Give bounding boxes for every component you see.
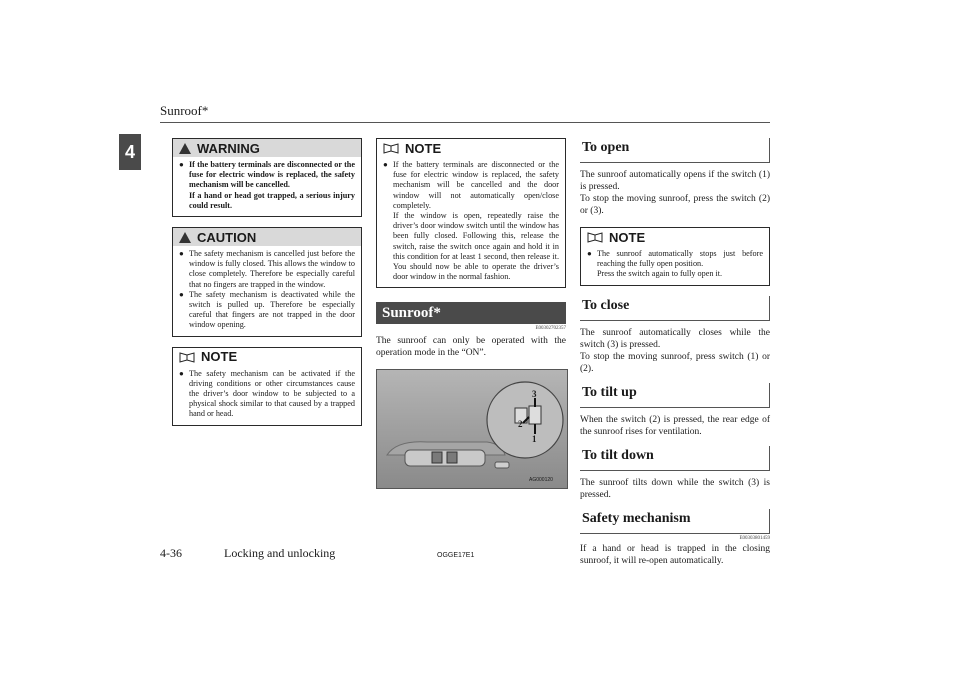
bullet-icon: ● [179,160,184,169]
note-box [580,227,770,286]
heading-tilt-down: To tilt down [580,446,770,471]
note-icon [383,142,399,154]
note-icon [179,351,195,363]
close-para-2: To stop the moving sunroof, press switch (1) or (2). [580,351,770,374]
note-label: NOTE [405,140,442,156]
switch-figure [376,369,568,489]
warning-icon [179,143,191,154]
safety-para: If a hand or head is trapped in the closing sunroof, it will re-open automatically. [580,543,770,566]
figure-label-3: 3 [532,389,537,400]
note-text-2: If the window is open, repeatedly raise the driver’s door window switch until the window has been fully closed. Following this, release the switch, raise the switch once again and hold it in this condition for at least 1 second, then release it. You should now be able to operate the driver’s door window in the normal fashion. [393,211,559,282]
bullet-icon: ● [179,289,184,299]
close-para-1: The sunroof automatically closes while the switch (3) is pressed. [580,327,770,350]
running-header: Sunroof* [160,103,209,118]
caution-icon [179,232,191,243]
list-item [179,290,355,331]
footer-chapter-title: Locking and unlocking [224,546,336,560]
note-header [581,228,769,246]
caution-label: CAUTION [197,229,257,245]
note-header [377,139,565,157]
bullet-icon: ● [179,249,184,259]
left-column [172,138,362,436]
warning-body [173,157,361,216]
note-box [172,347,362,426]
switch-illustration [377,370,567,488]
note-body [581,246,769,285]
bullet-icon: ● [383,160,388,169]
note-box [376,138,566,288]
warning-text-1: If the battery terminals are disconnected or the fuse for electric window is replaced, the safety mechanism will be cancelled. [189,160,355,190]
list-item [383,160,559,282]
figure-label-2: 2 [518,419,523,430]
middle-column [376,138,566,489]
note-body [173,366,361,425]
note-icon [587,231,603,243]
header-rule [160,122,770,123]
heading-to-open: To open [580,138,770,163]
heading-to-close: To close [580,296,770,321]
caution-header [173,228,361,246]
warning-text-2: If a hand or head got trapped, a serious injury could result. [189,190,355,210]
figure-label-1: 1 [532,434,537,445]
section-code: E00302702357 [535,326,566,332]
open-para-1: The sunroof automatically opens if the switch (1) is pressed. [580,170,770,192]
warning-box [172,138,362,217]
chapter-tab: 4 [119,134,141,170]
page-number: 4-36 [160,546,182,560]
note-text-1: If the battery terminals are disconnected or the fuse for electric window is replaced, the safety mechanism will be cancelled and the door window will not automatically open/close completely. [393,160,559,210]
warning-label: WARNING [197,140,260,156]
note-line-2: Press the switch again to fully open it. [597,269,723,279]
list-item [587,249,763,280]
list-item [179,249,355,290]
caution-box [172,227,362,337]
note-label: NOTE [201,349,238,365]
tilt-up-para: When the switch (2) is pressed, the rear edge of the sunroof rises for ventilation. [580,414,770,437]
list-item [179,369,355,420]
note-text-1: The safety mechanism can be activated if the driving conditions or other circumstances cause the driver’s door window to be subjected to a physical shock similar to that caused by a trapped hand or head. [189,368,355,419]
open-para-2: To stop the moving sunroof, press the switch (2) or (3). [580,194,770,216]
note-line-1: The sunroof automatically stops just before reaching the fully open position. [597,249,763,269]
section-title: Sunroof* [376,302,566,324]
footer-code: OGGE17E1 [437,552,475,559]
section-sunroof [376,302,566,359]
caution-text-1: The safety mechanism is cancelled just before the window is fully closed. This allows the window to close completely. Therefore be especially careful that no fingers are trapped in the window. [189,249,355,289]
note-body [377,157,565,287]
caution-text-2: The safety mechanism is deactivated while the switch is pulled up. Therefore be especially careful that fingers are not trapped in the door window opening. [189,289,355,330]
warning-header [173,139,361,157]
heading-safety: Safety mechanism [580,509,770,534]
tilt-down-para: The sunroof tilts down while the switch (3) is pressed. [580,477,770,500]
caution-body [173,246,361,336]
heading-tilt-up: To tilt up [580,383,770,408]
list-item [179,160,355,211]
note-label: NOTE [609,229,646,245]
safety-code: E00303801459 [739,535,770,541]
figure-code: AG000120 [529,477,553,484]
intro-paragraph: The sunroof can only be operated with the operation mode in the “ON”. [376,336,566,359]
bullet-icon: ● [587,249,592,258]
bullet-icon: ● [179,368,184,378]
right-column [580,138,770,567]
note-header [173,348,361,366]
